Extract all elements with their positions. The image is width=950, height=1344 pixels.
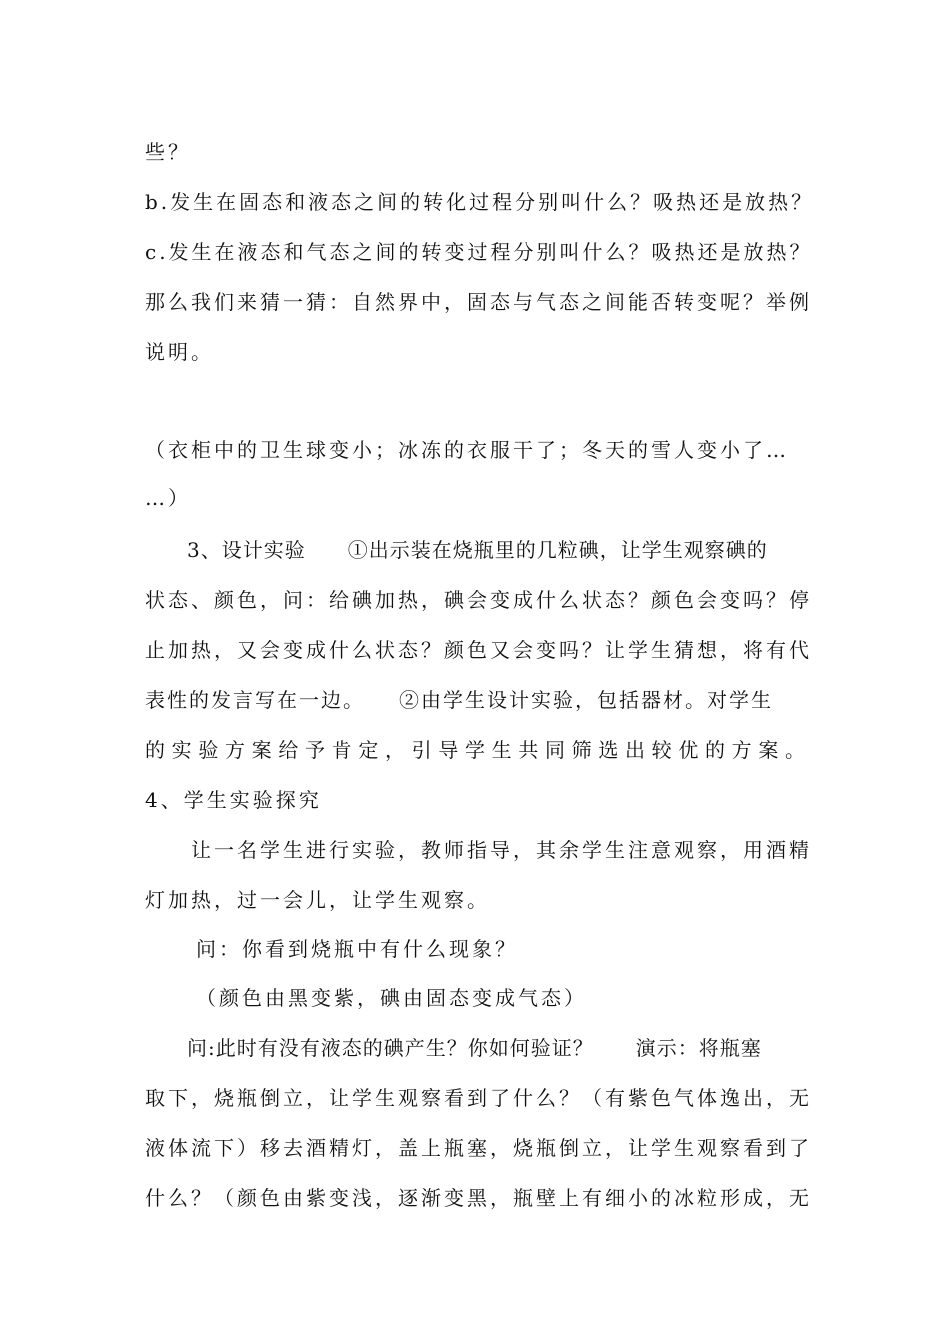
text-line: 3、设计实验 ①出示装在烧瓶里的几粒碘，让学生观察碘的 bbox=[145, 538, 768, 562]
text-line: 的实验方案给予肯定，引导学生共同筛选出较优的方案。 bbox=[145, 738, 805, 762]
text-line: 问:此时有没有液态的碘产生？你如何验证？ 演示：将瓶塞 bbox=[145, 1036, 762, 1060]
text-line: 取下，烧瓶倒立，让学生观察看到了什么？（有紫色气体逸出，无 bbox=[145, 1086, 812, 1110]
text-line: 表性的发言写在一边。 ②由学生设计实验，包括器材。对学生 bbox=[145, 688, 773, 712]
text-line: 那么我们来猜一猜：自然界中，固态与气态之间能否转变呢？举例 bbox=[145, 290, 812, 314]
text-line: 液体流下）移去酒精灯，盖上瓶塞，烧瓶倒立，让学生观察看到了 bbox=[145, 1136, 812, 1160]
text-line: c.发生在液态和气态之间的转变过程分别叫什么？吸热还是放热？ bbox=[145, 240, 813, 264]
text-line: 什么？（颜色由紫变浅，逐渐变黑，瓶壁上有细小的冰粒形成，无 bbox=[145, 1186, 812, 1210]
text-line: 些？ bbox=[145, 140, 191, 164]
text-line: 让一名学生进行实验，教师指导，其余学生注意观察，用酒精 bbox=[145, 838, 812, 862]
text-line: （颜色由黑变紫，碘由固态变成气态） bbox=[160, 986, 587, 1010]
text-line: 说明。 bbox=[145, 340, 214, 364]
text-line: （衣柜中的卫生球变小；冰冻的衣服干了；冬天的雪人变小了… bbox=[145, 438, 789, 462]
text-line: 状态、颜色，问：给碘加热，碘会变成什么状态？颜色会变吗？停 bbox=[145, 588, 812, 612]
text-line: 灯加热，过一会儿，让学生观察。 bbox=[145, 888, 490, 912]
text-line: b.发生在固态和液态之间的转化过程分别叫什么？吸热还是放热？ bbox=[145, 190, 815, 214]
section-heading: 4、学生实验探究 bbox=[145, 788, 322, 812]
text-line: 止加热，又会变成什么状态？颜色又会变吗？让学生猜想，将有代 bbox=[145, 638, 812, 662]
text-line: 问：你看到烧瓶中有什么现象？ bbox=[150, 937, 518, 961]
text-line: …） bbox=[145, 486, 191, 510]
